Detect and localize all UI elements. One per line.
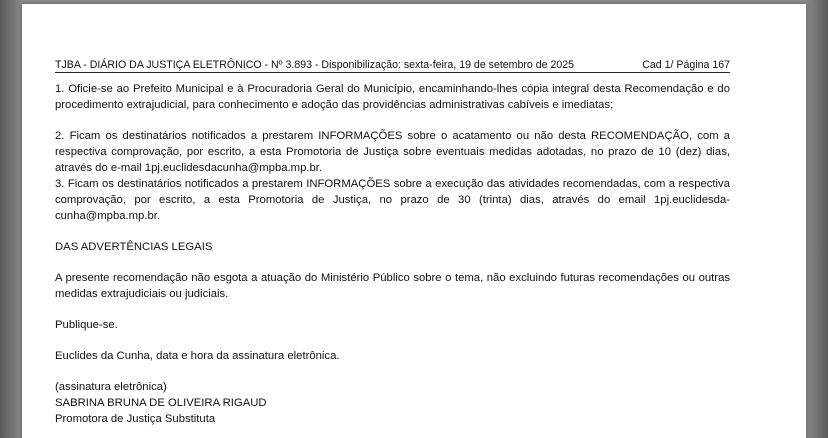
section-title: DAS ADVERTÊNCIAS LEGAIS [55, 241, 213, 253]
paragraph-warning: A presente recomendação não esgota a atuação do Ministério Público sobre o tema, não excluindo futuras recomendações ou outras medidas extrajudiciais ou judiciais. [55, 272, 730, 300]
header-journal-info: TJBA - DIÁRIO DA JUSTIÇA ELETRÔNICO - Nº 3.893 - Disponibilização: sexta-feira, 19 de setembro de 2025 [55, 59, 575, 71]
page-header [55, 57, 730, 73]
signer-role: Promotora de Justiça Substituta [55, 413, 216, 425]
paragraph-item-1: 1. Oficie-se ao Prefeito Municipal e à Procuradoria Geral do Município, encaminhando-lhes cópia integral desta Recomendação e do procedimento extrajudicial, para conhecimento e adoção das providências administrativas cabíveis e imediatas; [55, 83, 730, 111]
paragraph-place-date: Euclides da Cunha, data e hora da assinatura eletrônica. [55, 350, 340, 362]
header-page-number: Cad 1/ Página 167 [642, 59, 730, 71]
paragraph-item-3: 3. Ficam os destinatários notificados a prestarem INFORMAÇÕES sobre a execução das atividades recomendadas, com a respectiva comprovação, por escrito, a esta Promotoria de Justiça, no prazo de 30 (trinta) dias, através do email 1pj.euclidesda-cunha@mpba.mp.br. [55, 178, 730, 222]
paragraph-publish: Publique-se. [55, 319, 118, 331]
signer-name: SABRINA BRUNA DE OLIVEIRA RIGAUD [55, 397, 267, 409]
signature-note: (assinatura eletrônica) [55, 381, 167, 393]
paragraph-item-2: 2. Ficam os destinatários notificados a prestarem INFORMAÇÕES sobre o acatamento ou não desta RECOMENDAÇÃO, com a respectiva comprovação, por escrito, a esta Promotoria de Justiça sobre eventuais medidas adotadas, no prazo de 10 (dez) dias, através do e-mail 1pj.euclidesdacunha@mpba.mp.br. [55, 130, 730, 174]
document-body [55, 81, 730, 427]
